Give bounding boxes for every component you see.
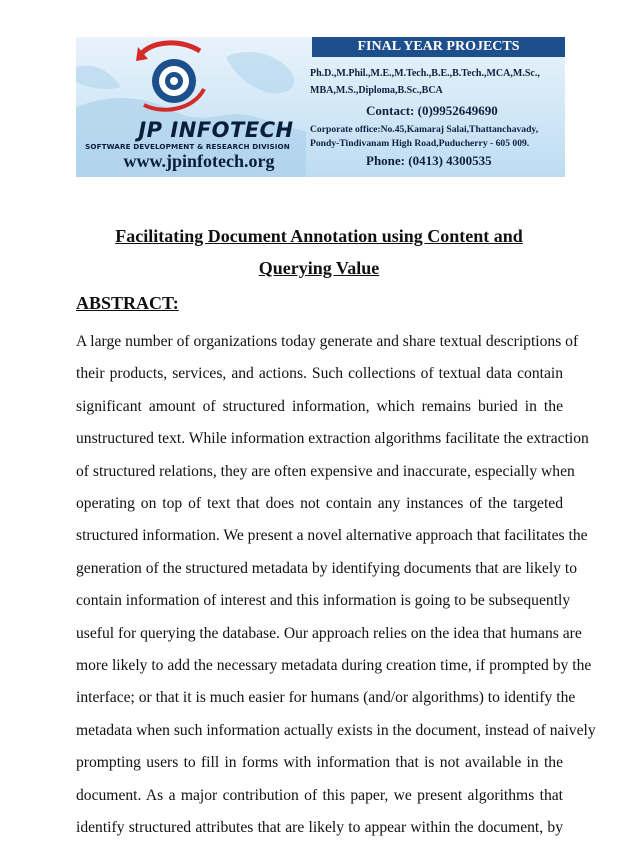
abstract-line: unstructured text. While information extraction algorithms facilitate the extraction — [76, 430, 589, 448]
abstract-line: their products, services, and actions. Such collections of textual data contain — [76, 365, 563, 383]
degree-line: MBA,M.S.,Diploma,B.Sc.,BCA — [310, 85, 443, 96]
phone-number: Phone: (0413) 4300535 — [366, 153, 492, 168]
brand-name: JP INFOTECH — [138, 118, 294, 142]
abstract-line: useful for querying the database. Our approach relies on the idea that humans are — [76, 624, 582, 642]
degree-line: Ph.D.,M.Phil.,M.E.,M.Tech.,B.E.,B.Tech.,MCA,M.Sc., — [310, 68, 540, 79]
logo-target-icon — [134, 39, 214, 119]
office-address — [310, 123, 565, 151]
website-link[interactable]: www.jpinfotech.org — [123, 151, 275, 171]
abstract-line: identify structured attributes that are likely to appear within the document, by — [76, 819, 563, 837]
abstract-line: A large number of organizations today generate and share textual descriptions of — [76, 333, 579, 350]
abstract-heading: ABSTRACT: — [76, 293, 179, 313]
abstract-line: operating on top of text that does not contain any instances of the targeted — [76, 495, 563, 513]
abstract-line: of structured relations, they are often expensive and inaccurate, especially when — [76, 462, 575, 480]
brand-subtitle: SOFTWARE DEVELOPMENT & RESEARCH DIVISION — [85, 142, 290, 151]
abstract-body — [76, 326, 596, 845]
abstract-line: contain information of interest and this information is going to be subsequently — [76, 592, 571, 610]
abstract-line: interface; or that it is much easier for humans (and/or algorithms) to identify the — [76, 689, 576, 707]
document-title — [76, 220, 562, 284]
title-line: Querying Value — [258, 258, 380, 278]
abstract-line: metadata when such information actually exists in the document, instead of naively — [76, 721, 596, 739]
abstract-line: document. As a major contribution of this paper, we present algorithms that — [76, 786, 563, 804]
degree-list — [310, 65, 565, 99]
abstract-line: structured information. We present a novel alternative approach that facilitates the — [76, 527, 588, 545]
header-banner — [76, 37, 565, 177]
address-line: Pondy-Tindivanam High Road,Puducherry - 605 009. — [310, 138, 530, 149]
abstract-line: prompting users to fill in forms with information that is not available in the — [76, 754, 563, 772]
headline-final-year-projects: FINAL YEAR PROJECTS — [312, 37, 565, 57]
abstract-line: significant amount of structured information, which remains buried in the — [76, 397, 563, 415]
title-line: Facilitating Document Annotation using Content and — [115, 226, 523, 246]
abstract-line: more likely to add the necessary metadata during creation time, if prompted by the — [76, 657, 592, 675]
address-line: Corporate office:No.45,Kamaraj Salai,Thattanchavady, — [310, 124, 539, 135]
contact-number: Contact: (0)9952649690 — [366, 103, 498, 118]
abstract-line: generation of the structured metadata by identifying documents that are likely to — [76, 559, 578, 577]
